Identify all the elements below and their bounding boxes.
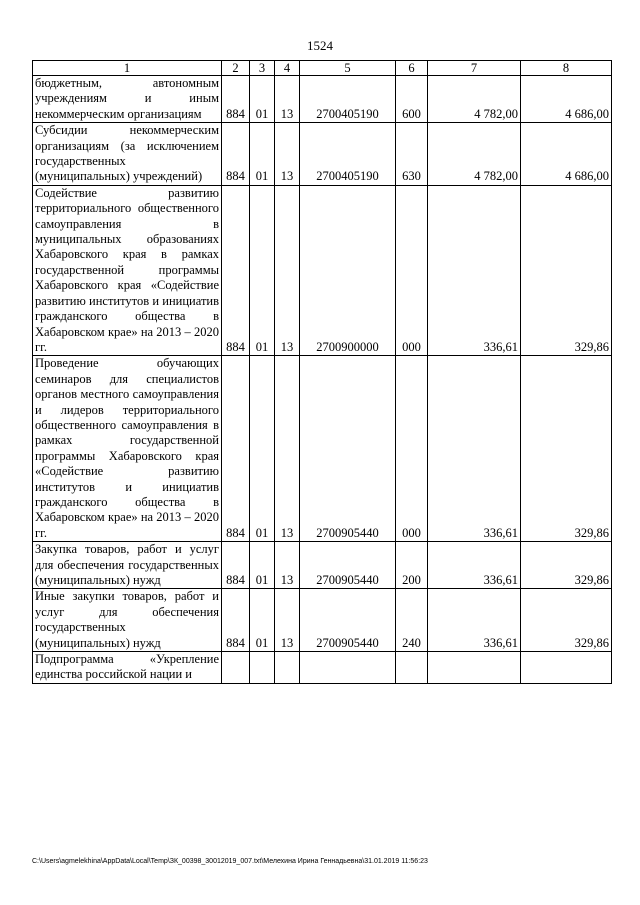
row-description: Подпрограмма «Укрепление единства российской нации и [33, 652, 222, 684]
cell-amount-2: 4 686,00 [521, 123, 612, 186]
cell-section [250, 652, 275, 684]
col-header: 7 [428, 61, 521, 76]
row-description: Иные закупки товаров, работ и услуг для обеспечения государственных (муниципальных) нужд [33, 589, 222, 652]
cell-amount-2: 329,86 [521, 542, 612, 589]
cell-target-article: 2700405190 [300, 76, 396, 123]
cell-section: 01 [250, 589, 275, 652]
cell-amount-1: 336,61 [428, 185, 521, 355]
row-description: Субсидии некоммерческим организациям (за исключением государственных (муниципальных) учреждений) [33, 123, 222, 186]
cell-amount-1: 4 782,00 [428, 123, 521, 186]
cell-expense-type [396, 652, 428, 684]
cell-section: 01 [250, 123, 275, 186]
row-description: бюджетным, автономным учреждениям и иным некоммерческим организациям [33, 76, 222, 123]
table-row [33, 185, 612, 355]
row-description: Проведение обучающих семинаров для специалистов органов местного самоуправления и лидеров территориального общественного самоуправления в рамках государственной программы Хабаровского края «Содействие развитию институтов и инициатив гражданского общества в Хабаровском крае» на 2013 – 2020 гг. [33, 356, 222, 542]
cell-subsection: 13 [275, 76, 300, 123]
cell-target-article: 2700405190 [300, 123, 396, 186]
cell-admin-code: 884 [222, 185, 250, 355]
cell-target-article: 2700900000 [300, 185, 396, 355]
cell-amount-2 [521, 652, 612, 684]
page-number: 1524 [307, 38, 333, 53]
cell-expense-type: 240 [396, 589, 428, 652]
col-header: 4 [275, 61, 300, 76]
cell-amount-2: 329,86 [521, 356, 612, 542]
cell-amount-1: 336,61 [428, 542, 521, 589]
col-header: 1 [33, 61, 222, 76]
cell-target-article: 2700905440 [300, 542, 396, 589]
col-header: 6 [396, 61, 428, 76]
col-header: 3 [250, 61, 275, 76]
cell-amount-1: 336,61 [428, 589, 521, 652]
cell-expense-type: 600 [396, 76, 428, 123]
cell-admin-code: 884 [222, 589, 250, 652]
cell-amount-2: 329,86 [521, 589, 612, 652]
table-row [33, 356, 612, 542]
cell-admin-code: 884 [222, 76, 250, 123]
cell-subsection: 13 [275, 589, 300, 652]
col-header: 8 [521, 61, 612, 76]
table-row [33, 542, 612, 589]
row-description: Закупка товаров, работ и услуг для обеспечения государственных (муниципальных) нужд [33, 542, 222, 589]
cell-amount-1: 4 782,00 [428, 76, 521, 123]
table-row [33, 76, 612, 123]
cell-target-article: 2700905440 [300, 356, 396, 542]
table-row [33, 589, 612, 652]
cell-admin-code: 884 [222, 123, 250, 186]
col-header: 2 [222, 61, 250, 76]
cell-target-article: 2700905440 [300, 589, 396, 652]
col-header: 5 [300, 61, 396, 76]
cell-section: 01 [250, 76, 275, 123]
cell-section: 01 [250, 185, 275, 355]
header-row [33, 61, 612, 76]
cell-admin-code: 884 [222, 542, 250, 589]
cell-expense-type: 000 [396, 356, 428, 542]
table-row [33, 123, 612, 186]
cell-expense-type: 200 [396, 542, 428, 589]
cell-section: 01 [250, 356, 275, 542]
cell-subsection: 13 [275, 356, 300, 542]
cell-expense-type: 630 [396, 123, 428, 186]
cell-amount-1 [428, 652, 521, 684]
budget-table [32, 60, 612, 684]
cell-amount-1: 336,61 [428, 356, 521, 542]
table-row [33, 652, 612, 684]
cell-subsection [275, 652, 300, 684]
cell-subsection: 13 [275, 123, 300, 186]
row-description: Содействие развитию территориального общественного самоуправления в муниципальных образованиях Хабаровского края в рамках государственной программы Хабаровского края «Содействие развитию институтов и инициатив гражданского общества в Хабаровском крае» на 2013 – 2020 гг. [33, 185, 222, 355]
cell-target-article [300, 652, 396, 684]
cell-amount-2: 329,86 [521, 185, 612, 355]
cell-admin-code: 884 [222, 356, 250, 542]
cell-admin-code [222, 652, 250, 684]
cell-amount-2: 4 686,00 [521, 76, 612, 123]
cell-expense-type: 000 [396, 185, 428, 355]
cell-subsection: 13 [275, 185, 300, 355]
cell-section: 01 [250, 542, 275, 589]
footer-file-path: C:\Users\agmelekhina\AppData\Local\Temp\ЗК_00398_30012019_007.txt\Мелехина Ирина Геннадьевна\31.01.2019 11:56:23 [32, 858, 428, 865]
cell-subsection: 13 [275, 542, 300, 589]
